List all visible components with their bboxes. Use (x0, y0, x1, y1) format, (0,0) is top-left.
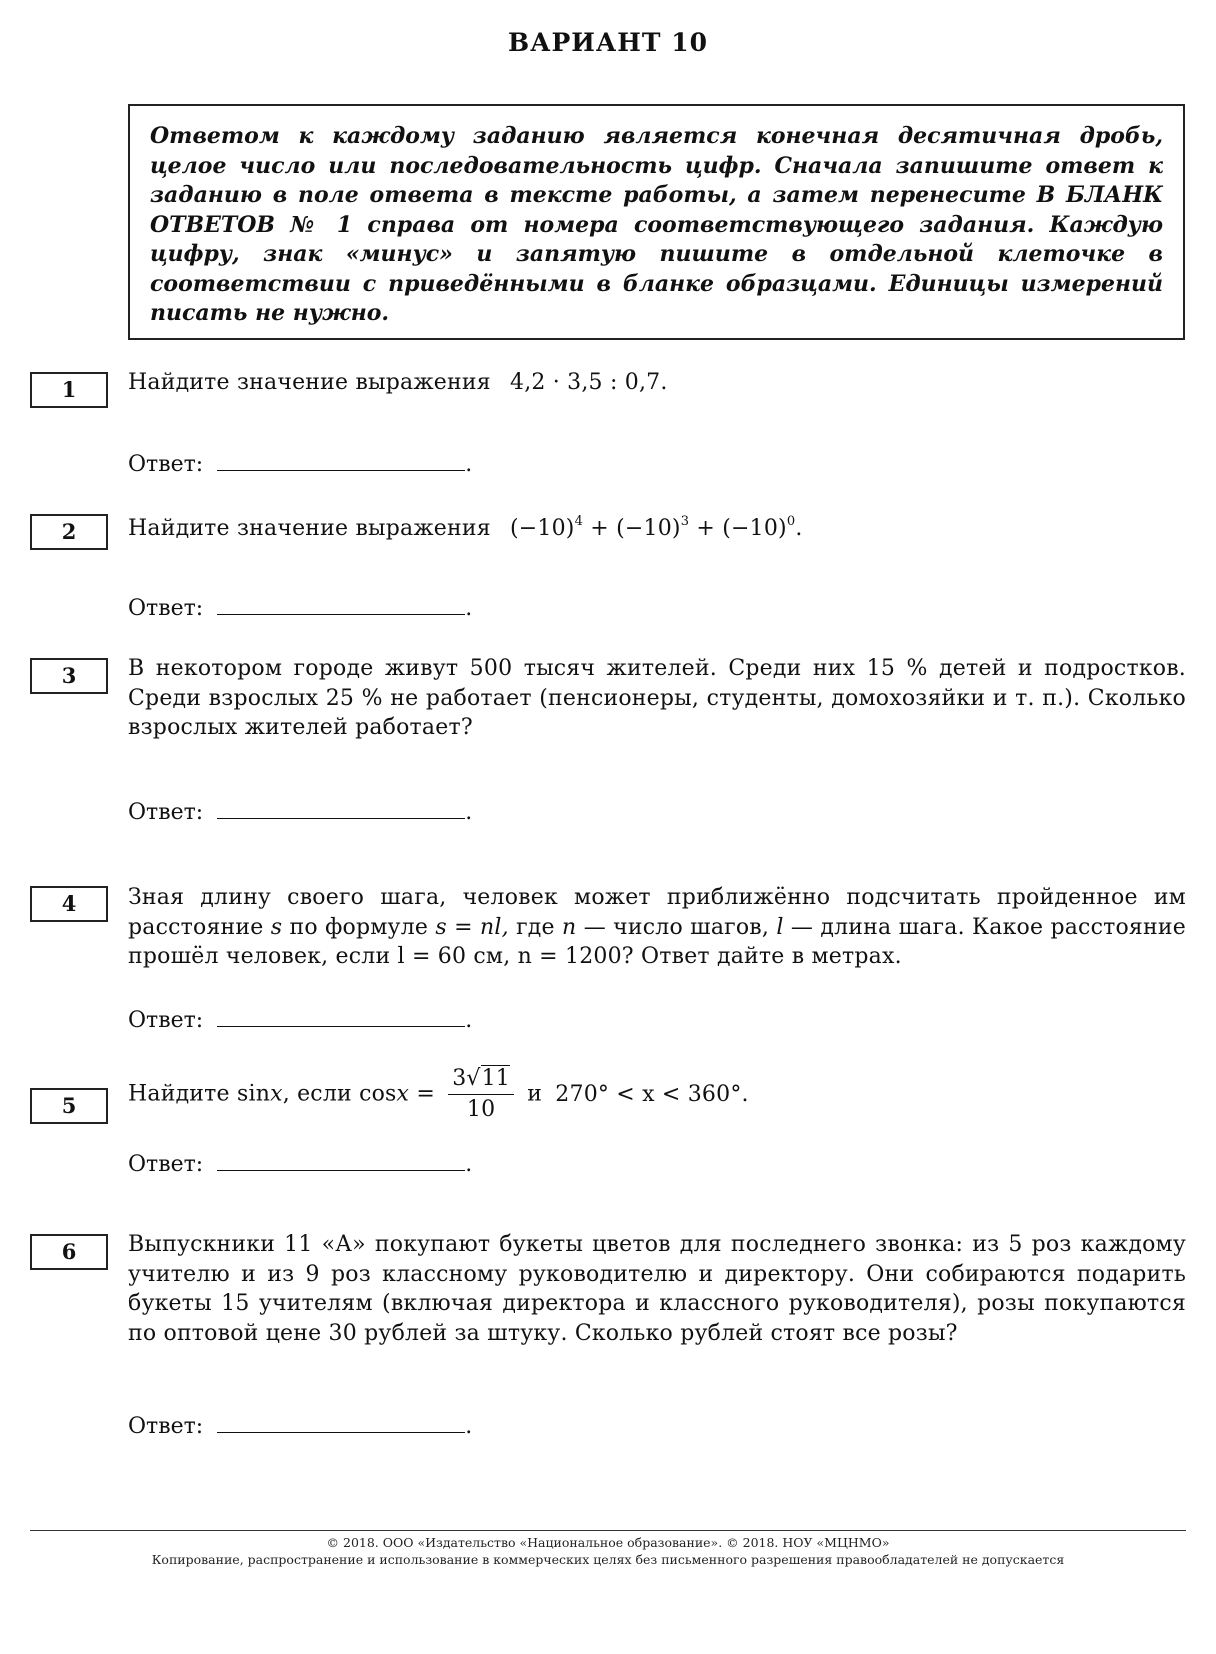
variable-l: l (776, 914, 784, 940)
answer-row (128, 1150, 472, 1177)
answer-label: Ответ: (128, 452, 204, 477)
answer-end: . (465, 452, 473, 477)
task-statement: В некотором городе живут 500 тысяч жителей. Среди них 15 % детей и подростков. Среди взрослых 25 % не работает (пенсионеры, студенты, домохозяйки и т. п.). Сколько взрослых жителей работает? (128, 656, 1186, 740)
answer-row (128, 450, 472, 477)
answer-label: Ответ: (128, 1152, 204, 1177)
math-expression: 4,2 · 3,5 : 0,7. (510, 370, 668, 395)
term-1: (−10) (510, 516, 575, 541)
answer-row (128, 1006, 472, 1033)
answer-label: Ответ: (128, 1414, 204, 1439)
answer-field[interactable] (217, 1006, 465, 1027)
answer-field[interactable] (217, 450, 465, 471)
task-number-box: 4 (30, 886, 108, 922)
condition-n: n = 1200? (517, 944, 634, 969)
sin-function (237, 1082, 283, 1107)
task-statement: Выпускники 11 «А» покупают букеты цветов для последнего звонка: из 5 роз каждому учителю и из 9 роз классному руководителю и директору. Они собираются подарить букеты 15 учителям (включая директора и классного руководителя), розы покупаются по оптовой цене 30 рублей за штуку. Сколько рублей стоят все розы? (128, 1232, 1186, 1346)
answer-label: Ответ: (128, 596, 204, 621)
plus-sign: + (696, 516, 716, 541)
text-part: , если (282, 1081, 352, 1107)
text-part: Ответ дайте в метрах. (641, 944, 902, 969)
footer-copyright: © 2018. ООО «Издательство «Национальное образование». © 2018. НОУ «МЦНМО» (326, 1535, 890, 1550)
math-expression (510, 516, 803, 541)
answer-field[interactable] (217, 1150, 465, 1171)
variable-n: n (562, 914, 577, 940)
variable-x: x (270, 1081, 283, 1107)
answer-field[interactable] (217, 1412, 465, 1433)
exponent-3: 0 (786, 514, 796, 529)
answer-end: . (465, 1152, 473, 1177)
instructions-box: Ответом к каждому заданию является конечная десятичная дробь, целое число или последовательность цифр. Сначала запишите ответ к заданию в поле ответа в тексте работы, а затем перенесите В БЛАНК ОТВЕТОВ № 1 справа от номера соответствующего задания. Каждую цифру, знак «минус» и запятую пишите в отдельной клеточке в соответствии с приведёнными в бланке образцами. Единицы измерений писать не нужно. (128, 104, 1185, 340)
footer-divider (30, 1530, 1186, 1531)
footer-notice: Копирование, распространение и использование в коммерческих целях без письменного разрешения правообладателей не допускается (151, 1552, 1065, 1567)
task-number-box: 5 (30, 1088, 108, 1124)
answer-field[interactable] (217, 798, 465, 819)
term-2: (−10) (616, 516, 681, 541)
expression-end: . (795, 516, 803, 541)
answer-end: . (465, 800, 473, 825)
angle-range: 270° < x < 360°. (555, 1081, 749, 1107)
task-text (128, 514, 1186, 544)
sin-label: sin (236, 1081, 271, 1107)
text-part: Найдите (128, 1081, 230, 1107)
answer-end: . (465, 1414, 473, 1439)
variable-x: x (396, 1081, 410, 1107)
task-text (128, 1066, 1186, 1123)
task-statement: Найдите значение выражения (128, 370, 491, 395)
text-part: — число шагов, (583, 914, 770, 940)
formula: s = nl, (435, 914, 509, 940)
text-part: и (527, 1081, 543, 1107)
task-number-box: 6 (30, 1234, 108, 1270)
task-number-box: 1 (30, 372, 108, 408)
text-part: где (516, 914, 555, 940)
plus-sign: + (590, 516, 609, 541)
numerator-coefficient: 3 (452, 1066, 467, 1091)
fraction-numerator (448, 1066, 514, 1095)
answer-row (128, 1412, 472, 1439)
task-text (128, 883, 1186, 972)
text-part: Зная длину своего шага, человек может приближённо подсчитать пройденное им расстояние (128, 885, 1186, 940)
answer-end: . (465, 596, 473, 621)
answer-row (128, 798, 472, 825)
radicand: 11 (481, 1066, 511, 1091)
exponent-1: 4 (574, 514, 584, 529)
task-text (128, 368, 1186, 398)
text-part: по формуле (289, 914, 429, 940)
cos-label: cos (359, 1081, 397, 1107)
answer-row (128, 594, 472, 621)
answer-field[interactable] (217, 594, 465, 615)
exponent-2: 3 (680, 514, 690, 529)
answer-label: Ответ: (128, 800, 204, 825)
term-3: (−10) (722, 516, 787, 541)
condition-l: l = 60 см, (397, 944, 511, 969)
fraction (448, 1066, 514, 1123)
task-number-box: 3 (30, 658, 108, 694)
fraction-denominator: 10 (466, 1097, 496, 1122)
page-title: ВАРИАНТ 10 (508, 28, 708, 57)
text-part: — длина шага. Какое расстояние прошёл человек, если (128, 914, 1186, 969)
variable-s: s (270, 914, 283, 940)
sqrt-sign: √ (466, 1066, 481, 1091)
cos-function (359, 1082, 409, 1107)
task-statement: Найдите значение выражения (128, 516, 491, 541)
answer-end: . (465, 1008, 473, 1033)
answer-label: Ответ: (128, 1008, 204, 1033)
task-number-box: 2 (30, 514, 108, 550)
equals-sign: = (416, 1081, 435, 1107)
